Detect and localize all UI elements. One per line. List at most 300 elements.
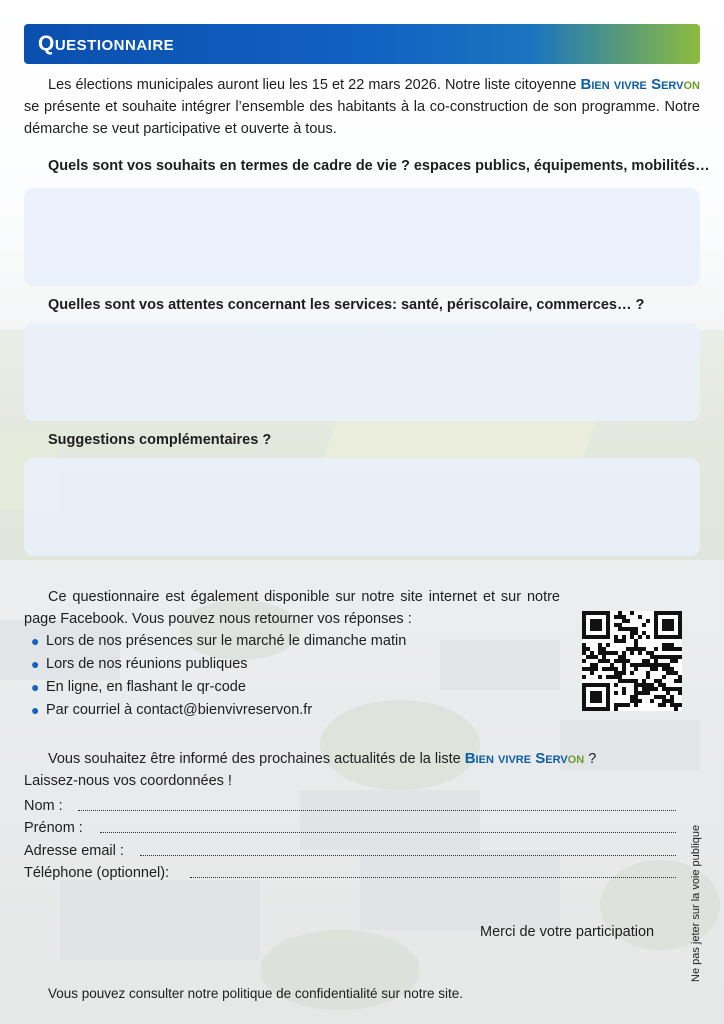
qr-module bbox=[618, 627, 622, 631]
qr-module bbox=[642, 659, 646, 663]
qr-module bbox=[630, 699, 634, 703]
qr-module bbox=[634, 631, 638, 635]
qr-module bbox=[618, 703, 622, 707]
qr-module bbox=[678, 703, 682, 707]
qr-module bbox=[674, 707, 678, 711]
bullet-dot-icon: ● bbox=[31, 656, 40, 672]
qr-module bbox=[618, 671, 622, 675]
qr-module bbox=[650, 683, 654, 687]
qr-module bbox=[658, 611, 662, 615]
qr-module bbox=[642, 691, 646, 695]
qr-module bbox=[598, 675, 602, 679]
qr-module bbox=[638, 691, 642, 695]
qr-module bbox=[582, 659, 586, 663]
qr-module bbox=[670, 699, 674, 703]
qr-module bbox=[634, 687, 638, 691]
qr-module bbox=[606, 683, 610, 687]
telephone-label: Téléphone (optionnel): bbox=[24, 865, 170, 881]
qr-module bbox=[626, 659, 630, 663]
qr-module bbox=[662, 663, 666, 667]
qr-module bbox=[582, 707, 586, 711]
prenom-field[interactable] bbox=[100, 832, 676, 833]
qr-module bbox=[614, 623, 618, 627]
qr-module bbox=[642, 623, 646, 627]
qr-module bbox=[654, 687, 658, 691]
qr-module bbox=[638, 699, 642, 703]
qr-module bbox=[662, 703, 666, 707]
bullet-dot-icon: ● bbox=[31, 633, 40, 649]
qr-module bbox=[614, 691, 618, 695]
qr-module bbox=[634, 695, 638, 699]
qr-module bbox=[666, 663, 670, 667]
qr-module bbox=[622, 687, 626, 691]
qr-module bbox=[582, 611, 586, 615]
qr-module bbox=[654, 615, 658, 619]
qr-module bbox=[622, 651, 626, 655]
qr-module bbox=[630, 679, 634, 683]
qr-module bbox=[634, 663, 638, 667]
answer-box-3[interactable] bbox=[24, 458, 700, 556]
qr-module bbox=[666, 627, 670, 631]
qr-module bbox=[586, 611, 590, 615]
qr-module bbox=[662, 667, 666, 671]
qr-module bbox=[598, 691, 602, 695]
qr-module bbox=[618, 639, 622, 643]
qr-module bbox=[606, 699, 610, 703]
qr-module bbox=[614, 667, 618, 671]
qr-module bbox=[594, 707, 598, 711]
qr-module bbox=[622, 703, 626, 707]
qr-module bbox=[630, 651, 634, 655]
qr-module bbox=[638, 651, 642, 655]
qr-module bbox=[606, 615, 610, 619]
qr-module bbox=[614, 639, 618, 643]
question-2: Quelles sont vos attentes concernant les services: santé, périscolaire, commerces… ? bbox=[48, 297, 645, 313]
qr-module bbox=[646, 687, 650, 691]
qr-module bbox=[618, 655, 622, 659]
qr-module bbox=[638, 615, 642, 619]
qr-module bbox=[598, 643, 602, 647]
qr-module bbox=[634, 683, 638, 687]
qr-module bbox=[598, 699, 602, 703]
qr-module bbox=[582, 651, 586, 655]
qr-module bbox=[666, 619, 670, 623]
qr-module bbox=[670, 659, 674, 663]
qr-module bbox=[590, 667, 594, 671]
qr-module bbox=[582, 683, 586, 687]
qr-module bbox=[622, 667, 626, 671]
qr-module bbox=[666, 635, 670, 639]
thanks-text: Merci de votre participation bbox=[480, 924, 655, 940]
brand-name: Bien vivre Servon bbox=[464, 750, 585, 767]
qr-module bbox=[662, 695, 666, 699]
qr-module bbox=[594, 627, 598, 631]
qr-module bbox=[642, 683, 646, 687]
qr-module bbox=[614, 615, 618, 619]
qr-module bbox=[626, 679, 630, 683]
list-item: ● En ligne, en flashant le qr-code bbox=[24, 676, 406, 699]
qr-module bbox=[606, 703, 610, 707]
qr-module bbox=[590, 671, 594, 675]
qr-module bbox=[662, 655, 666, 659]
qr-module bbox=[586, 635, 590, 639]
qr-module bbox=[590, 695, 594, 699]
qr-module bbox=[646, 691, 650, 695]
page-title: Questionnaire bbox=[38, 32, 175, 55]
qr-module bbox=[622, 655, 626, 659]
qr-module bbox=[674, 671, 678, 675]
qr-module bbox=[670, 619, 674, 623]
qr-module bbox=[598, 707, 602, 711]
qr-module bbox=[594, 683, 598, 687]
qr-module bbox=[598, 619, 602, 623]
qr-module bbox=[582, 627, 586, 631]
qr-module bbox=[602, 707, 606, 711]
qr-module bbox=[630, 647, 634, 651]
qr-module bbox=[654, 667, 658, 671]
qr-module bbox=[654, 647, 658, 651]
qr-module bbox=[590, 611, 594, 615]
qr-module bbox=[662, 611, 666, 615]
qr-module bbox=[654, 619, 658, 623]
qr-module bbox=[638, 683, 642, 687]
qr-module bbox=[666, 691, 670, 695]
qr-module bbox=[622, 671, 626, 675]
list-item: ● Lors de nos réunions publiques bbox=[24, 653, 406, 676]
qr-module bbox=[626, 627, 630, 631]
qr-module bbox=[606, 659, 610, 663]
qr-module bbox=[650, 663, 654, 667]
qr-module bbox=[678, 627, 682, 631]
qr-module bbox=[678, 675, 682, 679]
qr-module bbox=[618, 675, 622, 679]
qr-module bbox=[678, 687, 682, 691]
qr-module bbox=[602, 635, 606, 639]
qr-module bbox=[606, 623, 610, 627]
qr-module bbox=[642, 647, 646, 651]
nom-label: Nom : bbox=[24, 798, 63, 814]
qr-module bbox=[670, 623, 674, 627]
qr-module bbox=[642, 631, 646, 635]
qr-module bbox=[646, 675, 650, 679]
qr-module bbox=[598, 635, 602, 639]
qr-module bbox=[666, 623, 670, 627]
qr-module bbox=[614, 651, 618, 655]
qr-module bbox=[666, 671, 670, 675]
qr-module bbox=[614, 703, 618, 707]
qr-module bbox=[606, 611, 610, 615]
qr-module bbox=[642, 687, 646, 691]
qr-module bbox=[658, 663, 662, 667]
qr-module bbox=[630, 671, 634, 675]
qr-module bbox=[630, 631, 634, 635]
inform-paragraph: Vous souhaitez être informé des prochaines actualités de la liste Bien vivre Servon ? Laissez-nous vos coordonnées ! bbox=[24, 750, 597, 789]
qr-module bbox=[658, 635, 662, 639]
qr-module bbox=[582, 643, 586, 647]
qr-module bbox=[634, 639, 638, 643]
qr-module bbox=[670, 667, 674, 671]
qr-module bbox=[594, 611, 598, 615]
qr-module bbox=[634, 691, 638, 695]
qr-module bbox=[646, 671, 650, 675]
qr-module bbox=[614, 683, 618, 687]
qr-module bbox=[590, 619, 594, 623]
qr-module bbox=[670, 703, 674, 707]
qr-module bbox=[590, 627, 594, 631]
qr-module bbox=[650, 667, 654, 671]
qr-module bbox=[590, 623, 594, 627]
qr-module bbox=[598, 683, 602, 687]
qr-module bbox=[594, 691, 598, 695]
qr-module bbox=[626, 703, 630, 707]
qr-module bbox=[594, 699, 598, 703]
qr-module bbox=[622, 639, 626, 643]
qr-module bbox=[618, 623, 622, 627]
qr-module bbox=[606, 635, 610, 639]
bullet-dot-icon: ● bbox=[31, 702, 40, 718]
qr-module bbox=[586, 655, 590, 659]
qr-module bbox=[678, 647, 682, 651]
qr-module bbox=[598, 611, 602, 615]
qr-module bbox=[678, 615, 682, 619]
qr-module bbox=[662, 675, 666, 679]
qr-module bbox=[594, 619, 598, 623]
qr-module bbox=[606, 675, 610, 679]
email-field[interactable] bbox=[140, 855, 676, 856]
qr-module bbox=[658, 655, 662, 659]
vertical-note: Ne pas jeter sur la voie publique bbox=[690, 824, 702, 982]
qr-module bbox=[666, 643, 670, 647]
question-3: Suggestions complémentaires ? bbox=[48, 432, 272, 448]
qr-module bbox=[662, 619, 666, 623]
answer-box-2[interactable] bbox=[24, 323, 700, 421]
nom-field[interactable] bbox=[78, 810, 676, 811]
qr-module bbox=[646, 635, 650, 639]
qr-module bbox=[594, 695, 598, 699]
list-item: ● Par courriel à contact@bienvivreservon.fr bbox=[24, 699, 406, 722]
qr-module bbox=[670, 671, 674, 675]
qr-module bbox=[654, 635, 658, 639]
qr-module bbox=[666, 655, 670, 659]
qr-module bbox=[614, 707, 618, 711]
qr-module bbox=[626, 619, 630, 623]
qr-module bbox=[590, 663, 594, 667]
qr-module bbox=[610, 663, 614, 667]
qr-module bbox=[622, 635, 626, 639]
qr-module bbox=[674, 703, 678, 707]
qr-module bbox=[670, 643, 674, 647]
qr-module bbox=[598, 651, 602, 655]
qr-module bbox=[590, 707, 594, 711]
qr-module bbox=[590, 655, 594, 659]
qr-module bbox=[594, 663, 598, 667]
qr-module bbox=[582, 647, 586, 651]
qr-module bbox=[670, 687, 674, 691]
qr-module bbox=[582, 703, 586, 707]
qr-module bbox=[654, 631, 658, 635]
qr-module bbox=[646, 683, 650, 687]
qr-module bbox=[634, 627, 638, 631]
qr-module bbox=[678, 619, 682, 623]
qr-module bbox=[630, 663, 634, 667]
qr-module bbox=[618, 611, 622, 615]
qr-module bbox=[606, 651, 610, 655]
qr-module bbox=[606, 631, 610, 635]
qr-module bbox=[598, 695, 602, 699]
qr-module bbox=[646, 663, 650, 667]
qr-module bbox=[678, 635, 682, 639]
qr-module bbox=[666, 687, 670, 691]
qr-module bbox=[662, 627, 666, 631]
brand-name: Bien vivre Servon bbox=[580, 76, 700, 93]
return-options-list bbox=[24, 630, 406, 722]
qr-module bbox=[602, 655, 606, 659]
qr-module bbox=[666, 667, 670, 671]
qr-module bbox=[582, 675, 586, 679]
qr-module bbox=[674, 659, 678, 663]
qr-module bbox=[662, 687, 666, 691]
qr-module bbox=[650, 655, 654, 659]
qr-module bbox=[670, 647, 674, 651]
qr-module bbox=[654, 695, 658, 699]
qr-module bbox=[638, 647, 642, 651]
qr-module bbox=[590, 699, 594, 703]
qr-module bbox=[666, 647, 670, 651]
qr-module bbox=[638, 635, 642, 639]
qr-module bbox=[582, 623, 586, 627]
qr-module bbox=[662, 635, 666, 639]
qr-module bbox=[594, 623, 598, 627]
qr-module bbox=[678, 611, 682, 615]
qr-module bbox=[674, 655, 678, 659]
qr-module bbox=[658, 679, 662, 683]
qr-module bbox=[606, 691, 610, 695]
qr-module bbox=[606, 667, 610, 671]
answer-box-1[interactable] bbox=[24, 188, 700, 286]
qr-code-icon[interactable] bbox=[582, 611, 682, 711]
qr-module bbox=[590, 635, 594, 639]
qr-module bbox=[586, 667, 590, 671]
qr-module bbox=[654, 655, 658, 659]
qr-module bbox=[622, 619, 626, 623]
qr-module bbox=[622, 679, 626, 683]
qr-module bbox=[622, 615, 626, 619]
qr-module bbox=[582, 667, 586, 671]
qr-module bbox=[634, 679, 638, 683]
qr-module bbox=[662, 623, 666, 627]
qr-module bbox=[606, 643, 610, 647]
qr-module bbox=[582, 695, 586, 699]
qr-module bbox=[654, 659, 658, 663]
qr-module bbox=[674, 647, 678, 651]
qr-module bbox=[582, 631, 586, 635]
telephone-field[interactable] bbox=[190, 877, 676, 878]
qr-module bbox=[662, 643, 666, 647]
qr-module bbox=[654, 623, 658, 627]
qr-module bbox=[674, 679, 678, 683]
qr-module bbox=[622, 659, 626, 663]
qr-module bbox=[678, 655, 682, 659]
qr-module bbox=[602, 683, 606, 687]
qr-module bbox=[598, 659, 602, 663]
qr-module bbox=[678, 623, 682, 627]
qr-module bbox=[646, 659, 650, 663]
qr-module bbox=[602, 611, 606, 615]
qr-module bbox=[646, 651, 650, 655]
qr-module bbox=[662, 683, 666, 687]
qr-module bbox=[602, 659, 606, 663]
intro-paragraph: Les élections municipales auront lieu les 15 et 22 mars 2026. Notre liste citoyenne Bien vivre Servon se présente et souhaite intégrer l’ensemble des habitants à la co-construction de son programme. Notre démarche se veut participative et ouverte à tous. bbox=[24, 76, 700, 137]
qr-module bbox=[638, 663, 642, 667]
qr-module bbox=[670, 627, 674, 631]
qr-module bbox=[602, 647, 606, 651]
qr-module bbox=[582, 635, 586, 639]
qr-module bbox=[622, 691, 626, 695]
email-label: Adresse email : bbox=[24, 843, 124, 859]
qr-module bbox=[622, 663, 626, 667]
qr-module bbox=[590, 683, 594, 687]
qr-module bbox=[622, 627, 626, 631]
qr-module bbox=[594, 655, 598, 659]
qr-module bbox=[670, 635, 674, 639]
question-1: Quels sont vos souhaits en termes de cadre de vie ? espaces publics, équipements, mobilités… bbox=[48, 158, 710, 174]
qr-module bbox=[630, 695, 634, 699]
qr-module bbox=[582, 691, 586, 695]
qr-module bbox=[582, 687, 586, 691]
qr-module bbox=[654, 663, 658, 667]
qr-module bbox=[674, 611, 678, 615]
qr-module bbox=[614, 675, 618, 679]
qr-module bbox=[662, 647, 666, 651]
qr-module bbox=[630, 611, 634, 615]
qr-module bbox=[658, 683, 662, 687]
qr-module bbox=[658, 695, 662, 699]
qr-module bbox=[666, 611, 670, 615]
qr-module bbox=[674, 687, 678, 691]
qr-module bbox=[662, 699, 666, 703]
qr-module bbox=[634, 703, 638, 707]
qr-module bbox=[602, 651, 606, 655]
qr-module bbox=[634, 699, 638, 703]
qr-module bbox=[670, 655, 674, 659]
availability-paragraph: Ce questionnaire est également disponible sur notre site internet et sur notre page Facebook. Vous pouvez nous retourner vos réponses : bbox=[24, 589, 560, 627]
qr-module bbox=[678, 679, 682, 683]
qr-module bbox=[614, 659, 618, 663]
qr-module bbox=[630, 627, 634, 631]
qr-module bbox=[590, 691, 594, 695]
qr-module bbox=[582, 615, 586, 619]
qr-module bbox=[606, 687, 610, 691]
privacy-note: Vous pouvez consulter notre politique de confidentialité sur notre site. bbox=[48, 986, 464, 1001]
qr-module bbox=[614, 671, 618, 675]
qr-module bbox=[646, 619, 650, 623]
qr-module bbox=[634, 643, 638, 647]
qr-module bbox=[586, 683, 590, 687]
title-banner bbox=[24, 24, 700, 64]
qr-module bbox=[610, 675, 614, 679]
qr-module bbox=[598, 647, 602, 651]
qr-module bbox=[606, 619, 610, 623]
qr-module bbox=[642, 663, 646, 667]
qr-module bbox=[650, 687, 654, 691]
qr-module bbox=[642, 679, 646, 683]
qr-module bbox=[598, 627, 602, 631]
qr-module bbox=[618, 679, 622, 683]
qr-module bbox=[674, 635, 678, 639]
qr-module bbox=[590, 651, 594, 655]
qr-module bbox=[582, 699, 586, 703]
qr-module bbox=[634, 667, 638, 671]
